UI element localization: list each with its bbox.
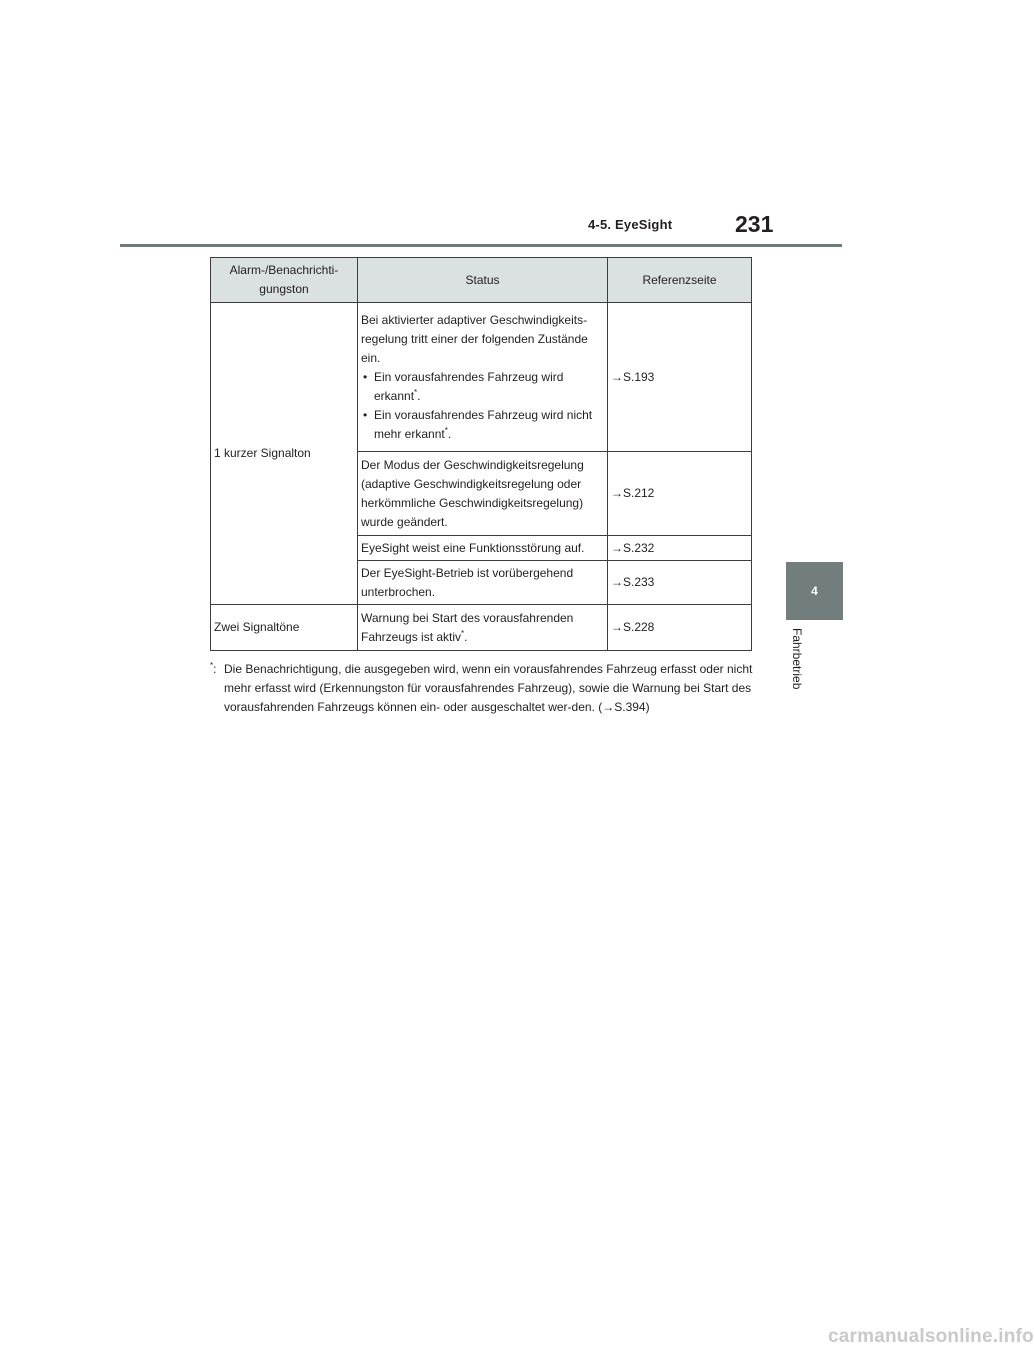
chapter-tab[interactable] [786, 562, 843, 620]
page-number: 231 [735, 211, 774, 237]
reference-link[interactable]: →S.233 [611, 575, 655, 589]
period: . [447, 426, 452, 441]
bullet-text: Ein vorausfahrendes Fahrzeug wird erkannt [374, 369, 564, 403]
status-cell: EyeSight weist eine Funktionsstörung auf. [358, 536, 608, 561]
status-cell: Der EyeSight-Betrieb ist vorübergehend unterbrochen. [358, 561, 608, 605]
table-header-row [211, 258, 752, 303]
status-cell [358, 605, 608, 651]
table-row [211, 605, 752, 651]
reference-link[interactable]: →S.212 [611, 486, 655, 500]
footnote-text: Die Benachrichtigung, die ausgegeben wird, wenn ein vorausfahrendes Fahrzeug erfasst oder nicht mehr erfasst wird (Erkennungston für vorausfahrendes Fahrzeug), sowie die Warnung bei Start des vorausfahrenden Fahrzeugs können ein- oder ausgeschaltet wer-den. (→S.394) [224, 662, 753, 714]
status-cell [358, 303, 608, 452]
chapter-name: Fahrbetrieb [790, 628, 804, 690]
status-cell: Der Modus der Geschwindigkeitsregelung (adaptive Geschwindigkeitsregelung oder herkömmliche Geschwindigkeitsregelung) wurde geändert. [358, 452, 608, 536]
signal-table [210, 257, 752, 651]
watermark: carmanualsonline.info [828, 1326, 1034, 1347]
footnote-mark [210, 660, 216, 679]
header-status: Status [358, 258, 608, 303]
footnote-colon: : [213, 662, 217, 676]
signal-label: 1 kurzer Signalton [214, 446, 311, 460]
period: . [417, 388, 421, 403]
reference-cell [608, 605, 752, 651]
bullet-text: Ein vorausfahrendes Fahrzeug wird nicht mehr erkannt [374, 407, 593, 441]
status-bullet-list [361, 368, 604, 444]
header-reference: Referenzseite [608, 258, 752, 303]
reference-link[interactable]: →S.228 [611, 620, 655, 634]
reference-link[interactable]: →S.193 [611, 369, 655, 384]
list-item [361, 368, 604, 406]
status-intro: Bei aktivierter adaptiver Geschwindigkeits-regelung tritt einer der folgenden Zustände ein. [361, 312, 588, 365]
reference-link[interactable]: →S.232 [611, 540, 655, 555]
signal-cell [211, 303, 358, 605]
header-alarm: Alarm-/Benachrichti- gungston [211, 258, 358, 303]
footnote-marker: * [414, 387, 418, 397]
list-item [361, 406, 604, 444]
signal-label: Zwei Signaltöne [214, 620, 300, 634]
period: . [464, 629, 468, 644]
footnote [210, 660, 755, 717]
signal-cell [211, 605, 358, 651]
footnote-marker: * [444, 425, 448, 435]
reference-cell [608, 536, 752, 561]
reference-cell [608, 303, 752, 452]
header-rule [120, 244, 842, 247]
status-text: Warnung bei Start des vorausfahrenden Fahrzeugs ist aktiv [361, 610, 574, 644]
section-title: 4-5. EyeSight [588, 217, 673, 232]
table-row [211, 303, 752, 452]
footnote-asterisk: * [210, 661, 214, 670]
footnote-marker: * [461, 628, 465, 638]
chapter-number: 4 [811, 584, 818, 598]
reference-cell [608, 561, 752, 605]
reference-cell [608, 452, 752, 536]
